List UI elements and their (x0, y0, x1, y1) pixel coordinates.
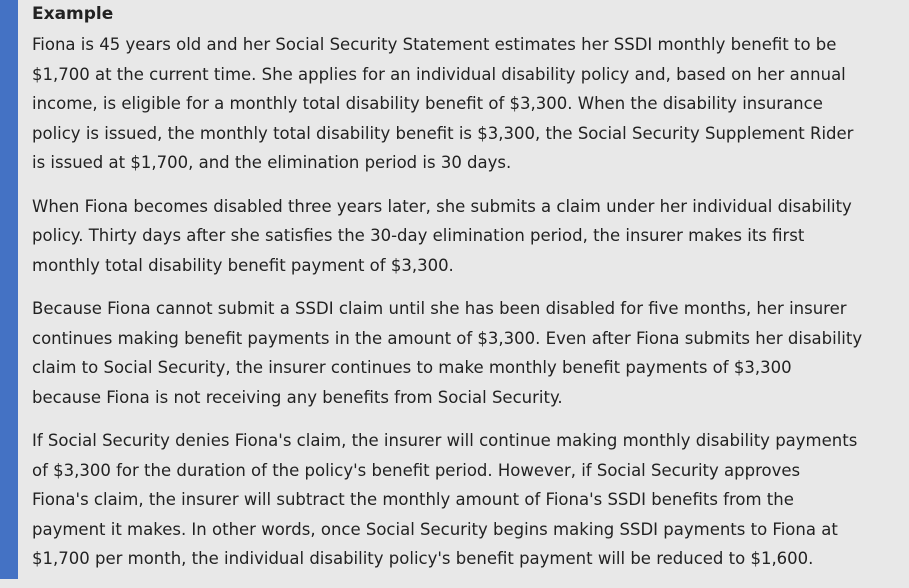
text-line: Fiona's claim, the insurer will subtract the monthly amount of Fiona's SSDI benefits from the (32, 490, 794, 509)
text-line: policy. Thirty days after she satisfies the 30-day elimination period, the insurer makes its first (32, 226, 805, 245)
text-line: monthly total disability benefit payment of $3,300. (32, 255, 454, 275)
text-line: claim to Social Security, the insurer continues to make monthly benefit payments of $3,300 (32, 358, 792, 377)
paragraph-policy-setup (32, 30, 902, 178)
text-line: Fiona is 45 years old and her Social Security Statement estimates her SSDI monthly benefit to be (32, 35, 837, 54)
text-line: If Social Security denies Fiona's claim, the insurer will continue making monthly disability payments (32, 431, 858, 450)
callout-accent-bar (0, 0, 18, 579)
callout-content (32, 2, 902, 588)
text-line: of $3,300 for the duration of the policy's benefit period. However, if Social Security approves (32, 460, 801, 480)
text-line: Because Fiona cannot submit a SSDI claim until she has been disabled for five months, her insurer (32, 299, 847, 318)
text-line: continues making benefit payments in the amount of $3,300. Even after Fiona submits her disability (32, 328, 863, 348)
paragraph-claim-filed (32, 192, 902, 281)
paragraph-ssdi-wait (32, 294, 902, 412)
text-line: because Fiona is not receiving any benefits from Social Security. (32, 387, 563, 407)
text-line: policy is issued, the monthly total disability benefit is $3,300, the Social Security Supplement Rider (32, 123, 854, 143)
text-line: income, is eligible for a monthly total disability benefit of $3,300. When the disability insurance (32, 94, 823, 113)
text-line: When Fiona becomes disabled three years later, she submits a claim under her individual disability (32, 196, 852, 216)
text-line: $1,700 at the current time. She applies for an individual disability policy and, based on her annual (32, 64, 846, 84)
text-line: is issued at $1,700, and the elimination period is 30 days. (32, 153, 512, 172)
text-line: payment it makes. In other words, once Social Security begins making SSDI payments to Fiona at (32, 519, 838, 539)
paragraph-ssdi-outcome (32, 426, 902, 574)
callout-heading: Example (32, 4, 114, 24)
text-line: $1,700 per month, the individual disability policy's benefit payment will be reduced to $1,600. (32, 549, 814, 568)
